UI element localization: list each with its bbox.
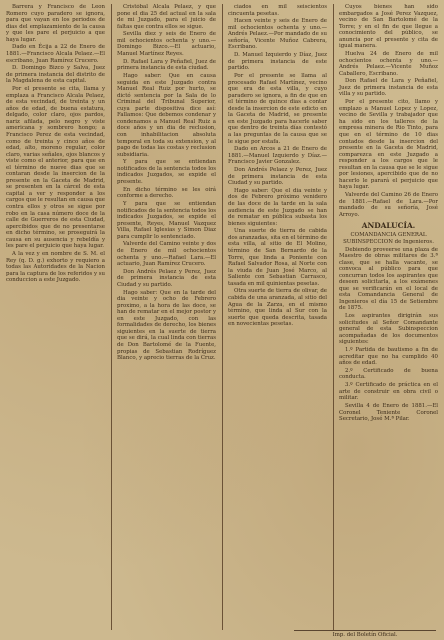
columns	[6, 4, 438, 630]
paragraph: Los aspirantes dirigirán sus solicitudes al Señor Comandante general de esta Subinspeccion acompañadas de los documentos siguientes:	[339, 313, 438, 346]
column-2	[111, 4, 216, 630]
paragraph: Hago saber: Que en causa seguida en este Juzgado contra Manuel Real Ruiz por hurto, se dictó sentencia por la Sala de lo Criminal del Tribunal Superior, cuya parte dispositiva dice así: Fallamos: Que debemos condenar y condenamos a Manuel Real Ruiz a doce años y un dia de reclusion, con inhabilitacion absoluta temporal en toda su extension, y al pago de todas las costas y reclusion subsidiaria.	[117, 73, 216, 158]
paragraph: Cuyos bienes han sido embargados a José Perez Vazquez, vecino de San Bartolomé de la Torre; y en el fin de que llegue a conocimiento del público, se anuncia por el presente y cita de igual manera.	[339, 4, 438, 50]
paragraph: COMANDANCIA GENERAL SUBINSPECCION de Ingenieros.	[343, 232, 434, 245]
paragraph: A la vez y en nombre de S. M. el Rey (q. D. g.) exhorto y requiero a todas las Autoridades de la Nacion para la captura de los referidos y su conduccion a este Juzgado.	[6, 250, 105, 284]
paragraph: Dado en Arcos a 21 de Enero de 1881.—Manuel Izquierdo y Díaz.—Francisco Javier Gonzalez.	[228, 146, 327, 166]
paragraph: Sevilla 4 de Enero de 1881.—El Coronel Teniente Coronel Secretario, José M.ª Pilar.	[339, 403, 438, 423]
paragraph: 3.º Certificado de práctica en el arte de construir en obra civil o militar.	[339, 382, 438, 402]
column-4	[333, 4, 438, 630]
paragraph: Debiendo proveerse una plaza de Maestro de obras militares de 3.ª clase, que se halla vacante, se convoca al público para que concurran todos los aspirantes que deseen solicitarla, a los exámenes que se verificarán en el local de esta Comandancia General de Ingenieros el día 15 de Setiembre de 1875.	[339, 246, 438, 312]
paragraph: En dicho término se les oirá conforme a derecho.	[117, 186, 216, 200]
paragraph: Huelva 24 de Enero de mil ochocientos ochenta y uno.—Andrés Pelaez.—Vicente Muñoz Caballero, Escribano.	[339, 51, 438, 77]
paragraph: Por el presente se cita, llama y emplaza a Francisco Alcala Pelaez, de esta vecindad, de treinta y un años de edad, de buena estatura, delgado, color claro, ojos pardos, nariz afilada, pelo negro y viste americana y sombrero hongo; a Francisco Perez de esta vecindad, como de treinta y cinco años de edad, alto, moreno regular, color claro, varias señales, ojos blancos y viste como el anterior, para que en el término de nueve dias que se contaran desde la insercion de la presente en la Gaceta de Madrid, se presenten en la cárcel de esta capital a ver y responder a los cargos que le resultan en causa que contra ellos y otros se sigue por robo en la casa número doce de la calle de Guerreros de esta Ciudad, apercibidos que de no presentarse en dicho término, se proseguirá la causa en su ausencia y rebeldía y les pare el perjuicio que haya lugar.	[6, 86, 105, 250]
paragraph: Hago saber: Que el dia veinte y dos de Febrero próximo venidero de las doce de la tarde en la sala audiencia de este Juzgado se han de rematar en pública subasta los bienes siguientes:	[228, 187, 327, 227]
paragraph: Don Andrés Pelaez y Perez, Juez de primera instancia de esta Ciudad y su partido.	[228, 167, 327, 187]
paragraph: 1.º Partida de bautismo a fin de acreditar que no ha cumplido 40 años de edad.	[339, 347, 438, 367]
paragraph: D. Manuel Izquierdo y Díaz, Juez de primera instancia de este partido.	[228, 52, 327, 72]
paragraph: D. Domingo Bizco y Salva, Juez de primera instancia del distrito de la Magdalena de esta capital.	[6, 65, 105, 85]
paragraph: Hacen veinte y seis de Enero de mil ochocientos ochenta y uno.—Andrés Pelaez.—Por mandado de su señoría, Vicente Muñoz Cabrera, Escribano.	[228, 18, 327, 51]
paragraph: Y para que se entiendan notificados de la sentencia todos los indicados Juzgados, se expide el presente, Reyes, Manuel Vazquez Villa, Rafael Iglesias y Simon Diaz para cumplir lo sentenciado.	[117, 200, 216, 240]
paragraph: Otra suerte de tierra de olivar, de cabida de una aranzada, al sitio del Agua de la Zarza, en el mismo término, que linda al Sur con la suerte que queda descrita, tasada en novecientas pesetas.	[228, 288, 327, 328]
column-1	[6, 4, 105, 630]
paragraph: Valverde del Camino veinte y dos de Enero de mil ochocientos ochenta y uno.—Rafael Lara.—El actuario, Juan Ramírez Crucero.	[117, 241, 216, 268]
column-3	[222, 4, 327, 630]
paragraph: Cristóbal Alcala Pelaez, y que pone el dia 25 del actual en la sala de mi Juzgado, para el juicio de faltas que contra ellos se sigue.	[117, 4, 216, 30]
printer-imprint: Imp. del Boletín Oficial.	[294, 630, 436, 638]
paragraph: Dado en Écija a 22 de Enero de 1881.—Francisco Alcala Pelaez.—El escribano, Juan Ramírez Crucero.	[6, 44, 105, 64]
paragraph: Por el presente cito, llamo y emplazo a Manuel Lopez y Lopez, vecino de Sevilla y trabajador que ha sido en los talleres de la empresa minera de Rio Tinto, para que en el término de 10 dias contados desde la insercion del presente en la Gaceta de Madrid, comparezca en este Juzgado a responder a los cargos que le resultan en la causa que se le sigue por lesiones, apercibido que de no hacerlo le parará el perjuicio que haya lugar.	[339, 99, 438, 191]
paragraph: Barrera y Francisco de Leon Romero cuyo paradero se ignora, para que vayan en los periodos de dias del emplazamiento de la causa y que les pare el perjuicio a que haya lugar.	[6, 4, 105, 43]
paragraph: Don Andrés Pelaez y Perez, Juez de primera instancia de esta Ciudad y su partido.	[117, 268, 216, 288]
paragraph: Don Rafael de Lara y Peñafiel, Juez de primera instancia de esta villa y su partido.	[339, 78, 438, 98]
paragraph: Valverde del Camino 26 de Enero de 1881.—Rafael de Lara.—Por mandado de su señoría, José Arroyo.	[339, 192, 438, 218]
paragraph: Sevilla diez y seis de Enero de mil ochocientos ochenta y uno.—Domingo Bizco.—El actuario, Manuel Martínez Reyes.	[117, 31, 216, 58]
paragraph: Por el presente se llama al procesado Rafael Martínez, vecino que era de esta villa, y cuyo paradero se ignora, a fin de que en el término de quince dias a contar desde la insercion de este edicto en la Gaceta de Madrid, se presente en este Juzgado para hacerle saber que dentro de treinta días contestó a las preguntas de la causa que se le sigue por estafa.	[228, 73, 327, 145]
paragraph: ciados en mil seiscientos cincuenta pesetas.	[228, 4, 327, 17]
paragraph: Y para que se entiendan notificados de la sentencia todos los indicados Juzgados, se expide el presente.	[117, 159, 216, 185]
paragraph: 2.º Certificado de buena conducta.	[339, 367, 438, 381]
paragraph: D. Rafael Lara y Peñafiel, Juez de primera instancia de esta ciudad.	[117, 58, 216, 72]
paragraph: Hago saber: Que en la tarde del dia veinte y ocho de Febrero proximo, a la hora de las doce, se han de rematar en el mejor postor y en este Juzgado, con las formalidades de derecho, los bienes siguientes en la suerte de tierra que se dirá, la cual linda con tierras de Don Bartolomé de la Fuente, propias de Sebastian Rodríguez Blanco, y aprecio tierras de la Cruz.	[117, 289, 216, 362]
paragraph: Una suerte de tierra de cabida dos aranzadas, sita en el término de esta villa, al sitio de El Molino, término de San Bernardo de la Torre, que linda a Poniente con Rafael Salvador Rosa, al Norte con la viuda de Juan José Marco, al Saliente con Sebastian Carrasco, tasada en mil quinientas pesetas.	[228, 228, 327, 287]
paragraph: ANDALUCÍA.	[361, 221, 416, 231]
